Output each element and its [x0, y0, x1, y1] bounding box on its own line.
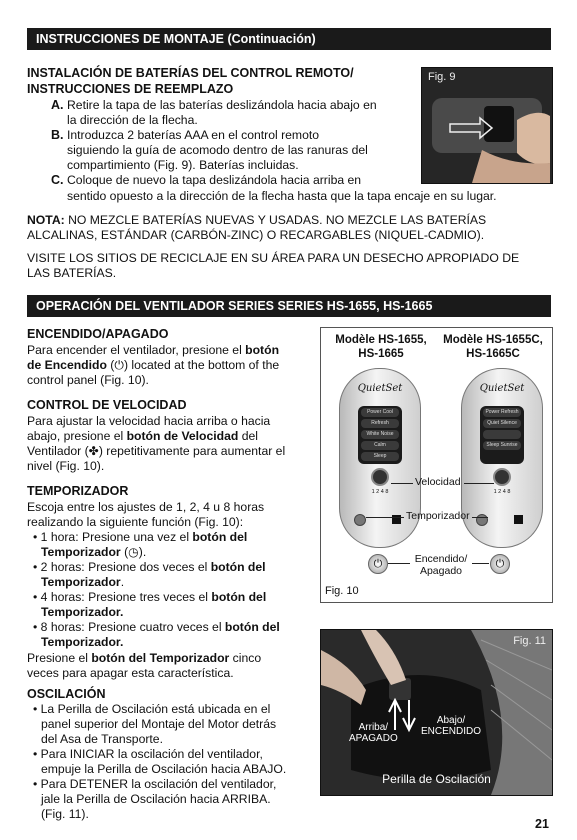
speed-line4: nivel (Fig. 10). [27, 459, 105, 473]
timer-item3-cont [41, 605, 123, 621]
timer-item2: • 2 horas: Presione dos veces el botón del [33, 560, 266, 574]
timer-end-a: Presione el [27, 651, 92, 665]
timer-item1-end: (◷). [120, 545, 147, 559]
remote2-btn-blank[interactable] [483, 430, 521, 439]
power-line1 [27, 343, 279, 359]
timer-item1: • 1 hora: Presione una vez el botón del [33, 530, 248, 544]
model2-line1: Modèle HS-1655C, [443, 334, 543, 346]
remote1-btn-sleep[interactable]: Sleep [361, 452, 399, 461]
remote1-timer-button[interactable] [354, 514, 366, 526]
power-line2 [27, 358, 279, 374]
step-b-line2: siguiendo la guía de acomodo dentro de las ranuras del [67, 143, 368, 157]
timer-end-line2: veces para apagar esta característica. [27, 666, 234, 680]
timer-item3-bold: botón del [211, 590, 267, 604]
arriba-line1: Arriba/ [358, 722, 389, 733]
timer-item1-text: 1 hora: Presione una vez el [40, 530, 193, 544]
model1-line1: Modèle HS-1655, [335, 334, 427, 346]
battery-title-line1: INSTALACIÓN DE BATERÍAS DEL CONTROL REMOTO/ [27, 66, 354, 80]
remote2-hours: 1 2 4 8 [493, 489, 511, 495]
note-text1: NO MEZCLE BATERÍAS NUEVAS Y USADAS. NO MEZCLE LAS BATERÍAS [64, 213, 487, 227]
osc-item1-l2: panel superior del Montaje del Motor detrás [41, 717, 277, 731]
speed-text-c: del [238, 429, 258, 443]
power-text-c: (⏻) located at the bottom of the [106, 358, 280, 372]
timer-item2-bold: botón del [210, 560, 266, 574]
model2-line2: HS-1665C [466, 348, 520, 360]
osc-item3-l2: jale la Perilla de Oscilación hacia ARRIBA. [41, 792, 271, 806]
note-label: NOTA: [27, 213, 65, 227]
remote-hs1655c [461, 368, 543, 548]
timer-end-b: botón del Temporizador [91, 651, 230, 665]
remote1-logo: QuietSet [357, 383, 403, 394]
osc-item1: • La Perilla de Oscilación está ubicada en el [33, 702, 271, 716]
osc-item2-l1: Para INICIAR la oscilación del ventilador, [40, 747, 263, 761]
page-number: 21 [535, 817, 549, 831]
remote1-btn-power-cool[interactable]: Power Cool [361, 408, 399, 417]
fig9-label: Fig. 9 [428, 71, 456, 83]
timer-item2-cont: Temporizador. [41, 575, 125, 589]
abajo-line2: ENCENDIDO [421, 726, 482, 737]
encendido-line1: Encendido/ [414, 553, 468, 565]
timer-end-line1 [27, 651, 261, 667]
step-c-line2: sentido opuesto a la dirección de la flecha hasta que la tapa encaje en su lugar. [67, 189, 497, 203]
timer-title: TEMPORIZADOR [27, 484, 129, 498]
timer-end-c: cinco [229, 651, 262, 665]
osc-item2-l2: empuje la Perilla de Oscilación hacia ABAJO. [41, 762, 287, 776]
speed-text-a: abajo, presione el [27, 429, 127, 443]
fig10-box [320, 327, 553, 603]
power-button-name: de Encendido [27, 358, 107, 372]
remote2-button-panel [480, 406, 524, 464]
recycle-line1: VISITE LOS SITIOS DE RECICLAJE EN SU ÁREA PARA UN DESECHO APROPIADO DE [27, 251, 520, 265]
temporizador-leader-right [472, 517, 488, 518]
timer-item4-bold2: Temporizador. [41, 635, 124, 649]
timer-item1-bold: botón del [192, 530, 248, 544]
step-b-line1: Introduzca 2 baterías AAA en el control remoto [67, 128, 320, 142]
power-text-b: botón [245, 343, 280, 357]
step-b-letter: B. [51, 128, 64, 142]
encendido-callout [411, 553, 471, 577]
timer-item3-bold2: Temporizador. [41, 605, 124, 619]
timer-item1-bold2: Temporizador [41, 545, 121, 559]
timer-line1: Escoja entre los ajustes de 1, 2, 4 u 8 horas [27, 500, 265, 514]
remote1-btn-white-noise[interactable]: White Noise [361, 430, 399, 439]
perilla-caption: Perilla de Oscilación [382, 772, 491, 786]
timer-item4-cont [41, 635, 123, 651]
timer-item2-text: 2 horas: Presione dos veces el [40, 560, 211, 574]
remote1-btn-refresh[interactable]: Refresh [361, 419, 399, 428]
timer-line2: realizando la siguiente función (Fig. 10): [27, 515, 244, 529]
abajo-line1: Abajo/ [436, 715, 466, 726]
encendido-leader-right [472, 563, 489, 564]
oscillation-knob-illustration [321, 630, 552, 795]
timer-item4-text: 8 horas: Presione cuatro veces el [40, 620, 225, 634]
speed-line3: Ventilador (✤) repetitivamente para aumentar el [27, 444, 286, 458]
step-c-line1: Coloque de nuevo la tapa deslizándola hacia arriba en [67, 173, 362, 187]
velocidad-leader-right [464, 483, 494, 484]
timer-item2-bold2: Temporizador [41, 575, 121, 589]
note-line1 [27, 213, 486, 229]
osc-item1-l1: La Perilla de Oscilación está ubicada en el [40, 702, 271, 716]
step-c-letter: C. [51, 173, 64, 187]
section-header-operation: OPERACIÓN DEL VENTILADOR SERIES SERIES HS-1655, HS-1665 [27, 295, 551, 317]
osc-item3-l1: Para DETENER la oscilación del ventilador, [40, 777, 277, 791]
power-text-a: Para encender el ventilador, presione el [27, 343, 246, 357]
timer-item4-bold: botón del [224, 620, 280, 634]
arriba-callout [349, 722, 398, 744]
speed-line1: Para ajustar la velocidad hacia arriba o hacia [27, 414, 271, 428]
fig10-label: Fig. 10 [325, 585, 359, 597]
timer-item3-text: 4 horas: Presione tres veces el [40, 590, 212, 604]
timer-item3: • 4 horas: Presione tres veces el botón del [33, 590, 267, 604]
model2-heading [437, 333, 549, 361]
remote1-hours: 1 2 4 8 [371, 489, 389, 495]
timer-item1-cont [41, 545, 146, 561]
remote1-btn-calm[interactable]: Calm [361, 441, 399, 450]
power-line3: control panel (Fig. 10). [27, 373, 149, 387]
remote2-btn-sleep-sunrise[interactable]: Sleep Sunrise [483, 441, 521, 450]
remote2-btn-power-refresh[interactable]: Power Refresh [483, 408, 521, 417]
speed-button-name: botón de Velocidad [126, 429, 239, 443]
step-a-letter: A. [51, 98, 64, 112]
osc-item1-l3: del Asa de Transporte. [41, 732, 163, 746]
remote2-logo: QuietSet [479, 383, 525, 394]
arriba-line2: APAGADO [349, 733, 398, 744]
abajo-callout [421, 715, 481, 737]
fig9-photo [421, 67, 553, 184]
remote1-power-button[interactable]: ⏻ [368, 554, 388, 574]
remote2-btn-quiet-silence[interactable]: Quiet Silence [483, 419, 521, 428]
remote2-speed-button[interactable] [493, 468, 511, 486]
remote2-indicator [514, 515, 523, 524]
section-header-assembly: INSTRUCCIONES DE MONTAJE (Continuación) [27, 28, 551, 50]
speed-line2 [27, 429, 258, 445]
remote2-power-button[interactable]: ⏻ [490, 554, 510, 574]
remote1-speed-button[interactable] [371, 468, 389, 486]
battery-cover-illustration [422, 68, 552, 183]
velocidad-callout: Velocidad [415, 476, 461, 488]
encendido-line2: Apagado [419, 565, 463, 577]
fig11-photo [320, 629, 553, 796]
temporizador-callout: Temporizador [406, 510, 470, 522]
remote1-button-panel [358, 406, 402, 464]
note-line2: ALCALINAS, ESTÁNDAR (CARBÓN-ZINC) O RECARGABLES (NIQUEL-CADMIO). [27, 228, 485, 242]
timer-item4: • 8 horas: Presione cuatro veces el botón del [33, 620, 280, 634]
model1-heading [327, 333, 435, 361]
osc-item3-l3: (Fig. 11). [41, 807, 89, 821]
power-title: ENCENDIDO/APAGADO [27, 327, 169, 341]
osc-item3: • Para DETENER la oscilación del ventilador, [33, 777, 277, 791]
speed-title: CONTROL DE VELOCIDAD [27, 398, 187, 412]
remote2-timer-button[interactable] [476, 514, 488, 526]
velocidad-leader-left [391, 483, 413, 484]
temporizador-leader-left [366, 517, 404, 518]
osc-title: OSCILACIÓN [27, 687, 106, 701]
recycle-line2: LAS BATERÍAS. [27, 266, 117, 280]
encendido-leader-left [388, 563, 410, 564]
step-a-line1: Retire la tapa de las baterías deslizándola hacia abajo en [67, 98, 377, 112]
osc-item2: • Para INICIAR la oscilación del ventilador, [33, 747, 263, 761]
battery-title-line2: INSTRUCCIONES DE REEMPLAZO [27, 82, 234, 96]
step-b-line3: compartimiento (Fig. 9). Baterías incluidas. [67, 158, 299, 172]
fig11-label: Fig. 11 [513, 635, 546, 647]
model1-line2: HS-1665 [358, 348, 404, 360]
step-a-line2: la dirección de la flecha. [67, 113, 198, 127]
